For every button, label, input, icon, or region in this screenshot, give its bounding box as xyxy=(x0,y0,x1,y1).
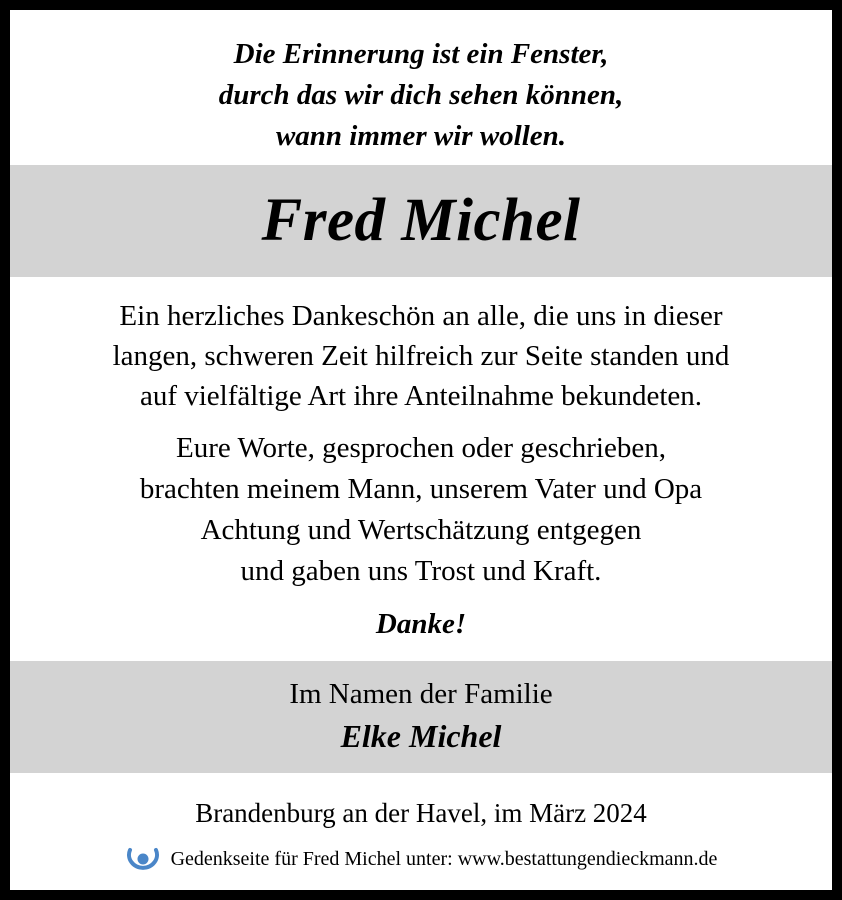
deceased-name: Fred Michel xyxy=(261,187,581,254)
thanks-paragraph xyxy=(10,296,832,416)
signer-name: Elke Michel xyxy=(340,718,502,754)
quote-line: wann immer wir wollen. xyxy=(275,120,567,152)
text-line: und gaben uns Trost und Kraft. xyxy=(240,555,602,587)
text-line: Achtung und Wertschätzung entgegen xyxy=(200,514,642,546)
memorial-page-link[interactable]: Gedenkseite für Fred Michel unter: www.bestattungendieckmann.de xyxy=(170,847,718,870)
memorial-footer xyxy=(10,842,832,876)
text-line: Eure Worte, gesprochen oder geschrieben, xyxy=(176,432,666,464)
words-paragraph xyxy=(10,428,832,592)
text-line: langen, schweren Zeit hilfreich zur Seite standen und xyxy=(112,340,730,372)
text-line: Ein herzliches Dankeschön an alle, die uns in dieser xyxy=(119,300,723,332)
closing-thanks: Danke! xyxy=(375,608,467,640)
name-band xyxy=(10,165,832,277)
text-line: auf vielfältige Art ihre Anteilnahme bekundeten. xyxy=(139,380,703,412)
quote-line: Die Erinnerung ist ein Fenster, xyxy=(233,38,609,70)
quote-line: durch das wir dich sehen können, xyxy=(218,79,624,111)
place-date: Brandenburg an der Havel, im März 2024 xyxy=(195,798,647,828)
memorial-quote xyxy=(10,34,832,157)
memorial-logo-icon xyxy=(125,843,161,875)
family-label: Im Namen der Familie xyxy=(289,678,553,710)
family-band xyxy=(10,661,832,773)
text-line: brachten meinem Mann, unserem Vater und Opa xyxy=(139,473,703,505)
